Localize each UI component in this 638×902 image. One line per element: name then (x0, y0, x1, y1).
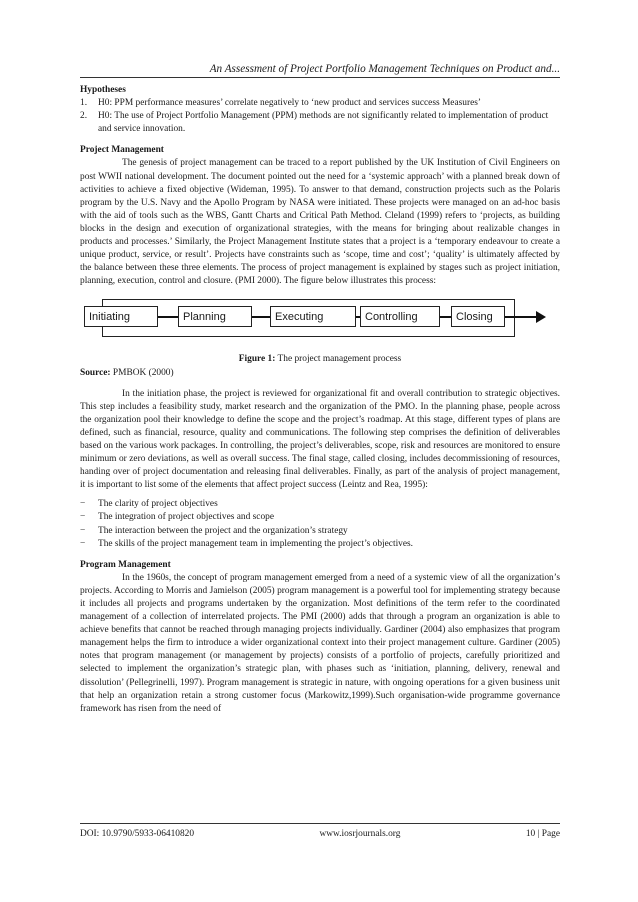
footer-url: www.iosrjournals.org (319, 829, 401, 839)
success-factor-item (80, 525, 560, 538)
bullet-dash: − (80, 525, 86, 536)
hypothesis-number: 1. (80, 98, 88, 109)
success-factor-item (80, 498, 560, 511)
figure-source (80, 367, 560, 380)
stage-initiating: Initiating (84, 306, 158, 327)
hypothesis-number: 2. (80, 111, 88, 122)
page-content (80, 84, 560, 716)
project-management-paragraph: The genesis of project management can be traced to a report published by the UK Institution of Civil Engineers on post WWII national development. The document pointed out the need for a ‘systemic approach’ with a planned break down of activities to achieve a fixed objective (Wideman, 1995). To answer to that demand, construction projects such as the Polaris program by the U.S. Navy and the Apollo Program by NASA were initiated. These projects were managed on an ad-hoc basis with the aid of tools such as the WBS, Gantt Charts and Critical Path Method. Cleland (1999) refers to ‘projects, as building blocks in the design and execution of organizational strategies, with the means for bringing about realizable changes in products and processes.’ Similarly, the Project Management Institute states that a project is a ‘temporary endeavour to create a unique product, service, or result’. Projects have constraints such as ‘scope, time and cost’; ‘quality’ is ultimately affected by the balance between these three elements. The process of project management is explained by stages such as project initiation, planning, execution, control and closure. (PMI 2000). The figure below illustrates this process: (80, 158, 560, 287)
figure-source-label: Source: (80, 367, 111, 378)
bullet-dash: − (80, 512, 86, 523)
stage-closing: Closing (451, 306, 505, 327)
hypothesis-item (80, 110, 560, 136)
stage-controlling: Controlling (360, 306, 440, 327)
program-management-heading: Program Management (80, 559, 171, 570)
success-factor-text: The integration of project objectives and scope (98, 512, 274, 523)
footer-doi: DOI: 10.9790/5933-06410820 (80, 829, 195, 839)
page-footer (80, 823, 560, 839)
bullet-dash: − (80, 538, 86, 549)
hypothesis-item (80, 97, 560, 110)
figure-caption (80, 353, 560, 366)
success-factor-text: The interaction between the project and the organization’s strategy (98, 525, 348, 536)
success-factor-item (80, 538, 560, 551)
success-factor-text: The clarity of project objectives (98, 499, 218, 510)
running-header: An Assessment of Project Portfolio Management Techniques on Product and... (80, 63, 560, 78)
process-diagram (80, 291, 560, 349)
arrow-head-icon (536, 311, 546, 323)
project-management-heading: Project Management (80, 145, 164, 156)
figure-caption-label: Figure 1: (238, 354, 276, 365)
hypothesis-text: H0: The use of Project Portfolio Management (PPM) methods are not significantly related to implementation of product and service innovation. (98, 111, 549, 135)
hypothesis-text: H0: PPM performance measures’ correlate negatively to ‘new product and services success Measures’ (98, 98, 482, 109)
program-management-paragraph: In the 1960s, the concept of program management emerged from a need of a systemic view of all the organization’s projects. According to Morris and Jamielson (2005) program management is a powerful tool for implementing strategy because it includes all projects and programs undertaken by the organization. Most definitions of the term refer to the coordinated management of a collection of interrelated projects. The PMI (2000) adds that through a program an organization is able to achieve benefits that cannot be reached through managing projects individually. Gardiner (2004) also emphasizes that program management helps the firm to introduce a wider organizational context into their project management culture. Gardiner (2005) notes that program management (or management by projects) consists of a portfolio of projects, carefully prioritized and selected to implement the organization’s strategic plan, with phases such as ‘initiation, planning, delivery, renewal and dissolution’ (Pellegrinelli, 1997). Program management is strategic in nature, with ongoing operations for a given business unit that help an organization retain a strong customer focus (Markowitz,1999).Such organisation-wide programme governance framework has risen from the need of (80, 572, 560, 714)
stage-executing: Executing (270, 306, 356, 327)
success-factor-text: The skills of the project management team in implementing the project’s objectives. (98, 538, 414, 549)
bullet-dash: − (80, 499, 86, 510)
hypotheses-heading: Hypotheses (80, 85, 126, 95)
initiation-paragraph: In the initiation phase, the project is reviewed for organizational fit and overall contribution to strategic objectives. This step includes a feasibility study, market research and the organization of the PMO. In the planning phase, people across the organization pool their knowledge to define the scope and the project’s roadmap. At this stage, different types of plans are defined, such as financial, resource, quality and communications. The following step comprises the definition of deliverables based on the various work packages. In controlling, the project’s deliverables, scope, risk and resources are monitored to ensure minimum or zero deviations, as well as overall success. The final stage, called closing, includes decommissioning of resources, handing over of project documentation and releasing final deliverables. Finally, as part of the analysis of project management, it is important to list some of the elements that affect project success (Leintz and Rea, 1995): (80, 388, 560, 491)
figure-caption-text: The project management process (277, 354, 402, 365)
footer-page-number: 10 | Page (525, 829, 560, 839)
stage-planning: Planning (178, 306, 252, 327)
success-factor-item (80, 511, 560, 524)
figure-source-text: PMBOK (2000) (112, 367, 174, 378)
